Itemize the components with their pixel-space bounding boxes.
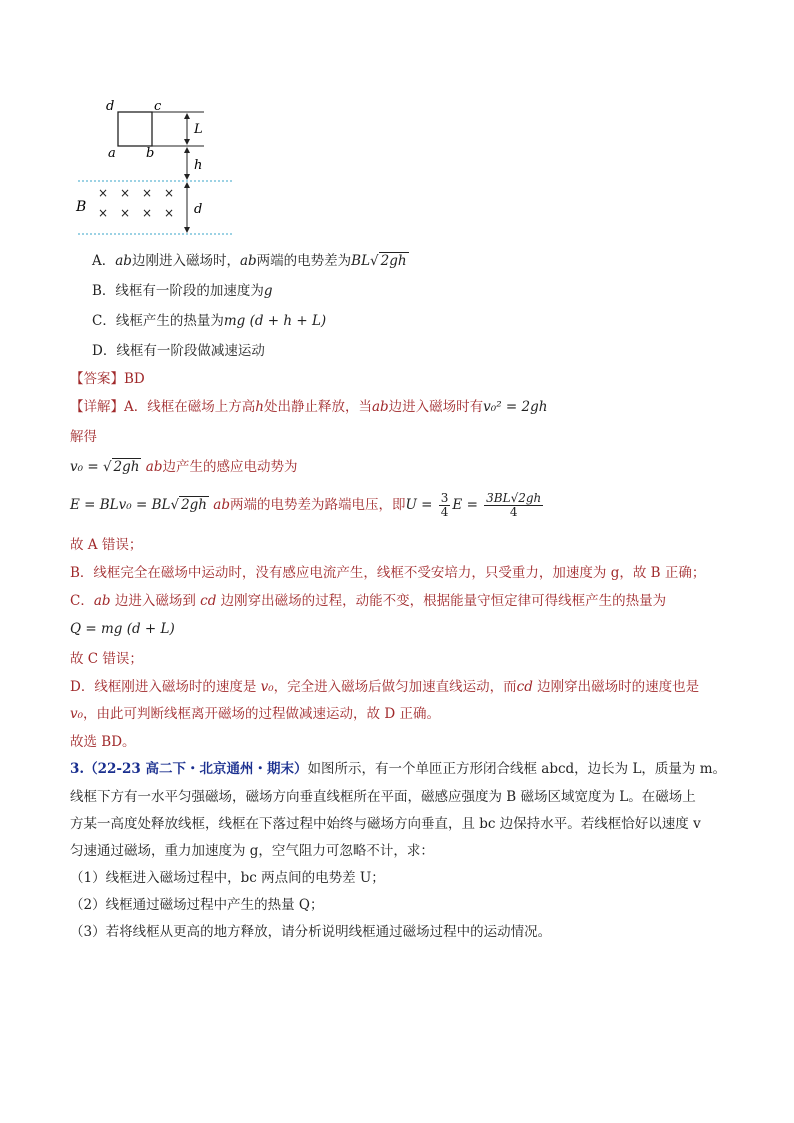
svg-text:×: ×	[142, 206, 153, 220]
analysis-line-1: 【详解】A．线框在磁场上方高h处出静止释放，当ab边进入磁场时有v₀² = 2gh	[70, 399, 548, 415]
analysis-line-3: v₀ = √ 2gh ab边产生的感应电动势为	[70, 459, 298, 475]
question-3-sub-3: （3）若将线框从更高的地方释放，请分析说明线框通过磁场过程中的运动情况。	[70, 924, 552, 940]
svg-text:×: ×	[120, 206, 131, 220]
magnetic-field-diagram	[70, 95, 240, 240]
option-d: D．线框有一阶段做减速运动	[92, 343, 265, 359]
question-3-line-4: 匀速通过磁场，重力加速度为 g，空气阻力可忽略不计，求：	[70, 843, 434, 859]
label-a: a	[108, 146, 116, 161]
question-3-sub-1: （1）线框进入磁场过程中，bc 两点间的电势差 U；	[70, 870, 385, 886]
question-3-line-2: 线框下方有一水平匀强磁场，磁场方向垂直线框所在平面，磁感应强度为 B 磁场区域宽度为 L。在磁场上	[70, 789, 696, 805]
analysis-line-2: 解得	[70, 429, 97, 445]
label-c: c	[154, 99, 162, 114]
analysis-line-5: 故 A 错误；	[70, 537, 143, 553]
svg-text:×: ×	[142, 186, 153, 200]
label-d-width: d	[194, 202, 203, 217]
analysis-line-8: Q = mg (d + L)	[70, 621, 175, 637]
svg-text:×: ×	[164, 206, 175, 220]
magnetic-field-crosses	[98, 186, 174, 220]
svg-text:×: ×	[98, 206, 109, 220]
analysis-line-10: D．线框刚进入磁场时的速度是 v₀，完全进入磁场后做匀加速直线运动，而cd 边刚穿出磁场时的速度也是	[70, 679, 700, 695]
svg-text:×: ×	[120, 186, 131, 200]
analysis-line-11: v₀，由此可判断线框离开磁场的过程做减速运动，故 D 正确。	[70, 706, 440, 722]
svg-text:×: ×	[98, 186, 109, 200]
answer-line: 【答案】BD	[70, 371, 145, 387]
svg-text:×: ×	[164, 186, 175, 200]
label-h: h	[194, 158, 203, 173]
option-a: A．ab边刚进入磁场时，ab两端的电势差为BL√ 2gh	[92, 253, 407, 269]
analysis-line-9: 故 C 错误；	[70, 651, 143, 667]
question-3-line-1: 3.（22-23 高二下・北京通州・期末）如图所示，有一个单匝正方形闭合线框 abcd，边长为 L，质量为 m。	[70, 761, 727, 777]
option-c: C．线框产生的热量为mg (d + h + L)	[92, 313, 327, 329]
label-d: d	[106, 99, 115, 114]
analysis-line-12: 故选 BD。	[70, 734, 136, 750]
label-b: b	[146, 146, 155, 161]
analysis-line-7: C．ab 边进入磁场到 cd 边刚穿出磁场的过程，动能不变，根据能量守恒定律可得线框产生的热量为	[70, 593, 667, 609]
label-B: B	[76, 199, 87, 215]
analysis-line-4: E = BLv₀ = BL√ 2gh ab两端的电势差为路端电压，即U = $\frac{3}{4}$ E = $\frac{3BL√2gh}{4}$	[70, 491, 542, 519]
label-L: L	[194, 122, 203, 137]
option-b: B．线框有一阶段的加速度为g	[92, 283, 273, 299]
square-loop	[118, 112, 152, 146]
question-3-line-3: 方某一高度处释放线框，线框在下落过程中始终与磁场方向垂直，且 bc 边保持水平。若线框恰好以速度 v	[70, 816, 701, 832]
question-3-sub-2: （2）线框通过磁场过程中产生的热量 Q；	[70, 897, 324, 913]
analysis-line-6: B．线框完全在磁场中运动时，没有感应电流产生，线框不受安培力，只受重力，加速度为 g，故 B 正确；	[70, 565, 706, 581]
